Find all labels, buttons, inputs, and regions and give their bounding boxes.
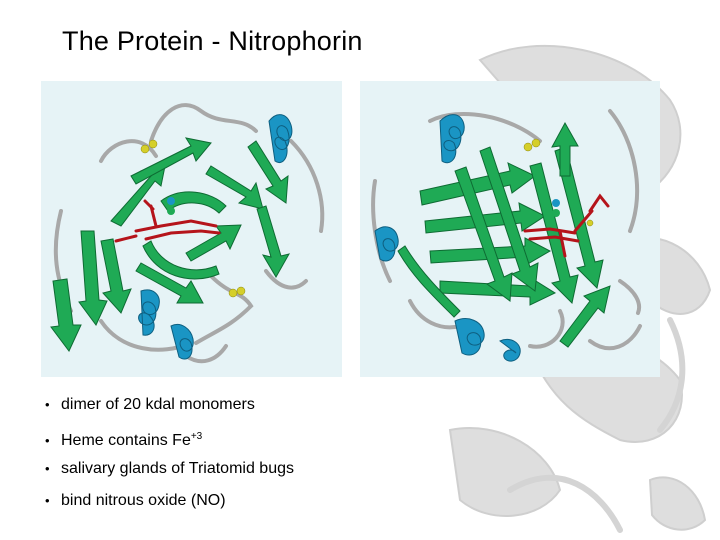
bullet-item: • dimer of 20 kdal monomers xyxy=(45,393,294,425)
charge-superscript: +3 xyxy=(190,431,203,442)
bullet-item: • salivary glands of Triatomid bugs xyxy=(45,457,294,489)
bullet-dot-icon: • xyxy=(45,433,50,448)
slide-title: The Protein - Nitrophorin xyxy=(62,26,363,56)
bullet-dot-icon: • xyxy=(45,461,50,476)
protein-image-side-view xyxy=(360,81,660,377)
bullet-dot-icon: • xyxy=(45,397,50,412)
protein-ribbon-icon xyxy=(41,81,342,377)
no-ligand-icon xyxy=(552,199,560,207)
protein-ribbon-icon xyxy=(360,81,660,377)
bullet-list xyxy=(45,393,294,521)
bullet-item: • bind nitrous oxide (NO) xyxy=(45,489,294,521)
bullet-item: • Heme contains $Fe^{+3}$ xyxy=(45,425,294,457)
protein-image-top-view xyxy=(41,81,342,377)
no-ligand-icon xyxy=(167,197,175,205)
bullet-dot-icon: • xyxy=(45,493,50,508)
